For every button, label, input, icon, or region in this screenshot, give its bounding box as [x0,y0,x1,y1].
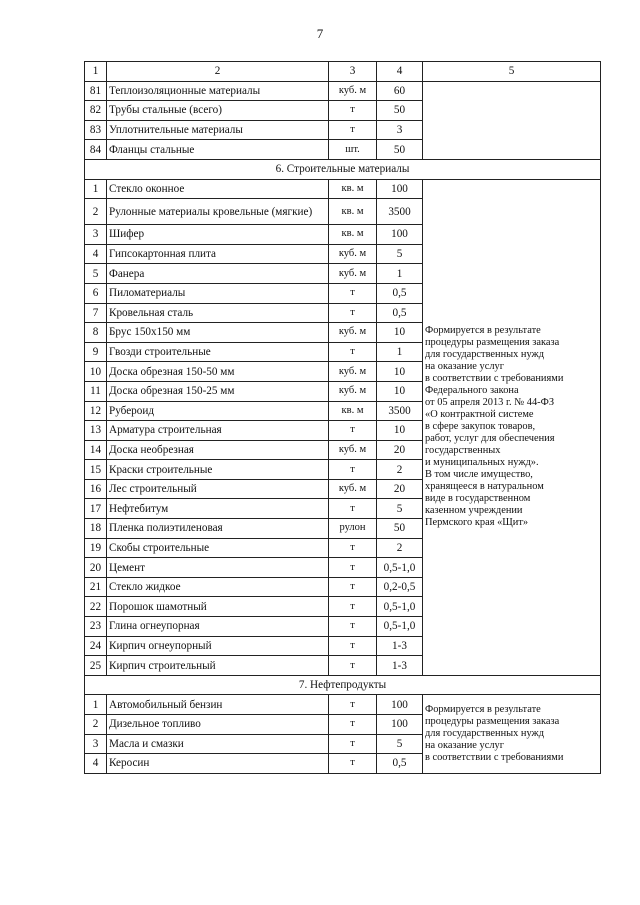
row-unit: т [329,499,377,519]
table-row [85,81,601,101]
row-quantity: 1-3 [377,656,423,676]
header-col-4: 4 [377,62,423,82]
row-number: 16 [85,479,107,499]
row-unit: т [329,656,377,676]
row-quantity: 20 [377,479,423,499]
row-name: Уплотнительные материалы [107,120,329,140]
row-number: 13 [85,421,107,441]
row-quantity: 5 [377,734,423,754]
section-header-row [85,675,601,695]
row-name: Стекло жидкое [107,577,329,597]
row-number: 17 [85,499,107,519]
header-col-2: 2 [107,62,329,82]
section7-note: Формируется в результате процедуры размещения заказа для государственных нужд на оказание услуг в соответствии с требованиями [423,695,601,773]
row-name: Рубероид [107,401,329,421]
row-name: Доска необрезная [107,440,329,460]
row-number: 2 [85,199,107,225]
header-col-1: 1 [85,62,107,82]
header-col-5: 5 [423,62,601,82]
row-quantity: 0,2-0,5 [377,577,423,597]
row-unit: т [329,558,377,578]
row-quantity: 0,5 [377,303,423,323]
materials-table-body [85,62,601,774]
row-unit: кв. м [329,179,377,199]
row-unit: куб. м [329,479,377,499]
row-number: 84 [85,140,107,160]
row-quantity: 10 [377,323,423,343]
row-name: Кровельная сталь [107,303,329,323]
row-unit: т [329,636,377,656]
row-name: Доска обрезная 150-25 мм [107,381,329,401]
row-quantity: 50 [377,140,423,160]
row-unit: куб. м [329,362,377,382]
row-name: Теплоизоляционные материалы [107,81,329,101]
row-name: Кирпич строительный [107,656,329,676]
row-quantity: 10 [377,362,423,382]
row-quantity: 100 [377,225,423,245]
row-number: 3 [85,225,107,245]
row-unit: т [329,715,377,735]
row-quantity: 10 [377,381,423,401]
row-number: 9 [85,342,107,362]
table-row [85,179,601,199]
row-name: Рулонные материалы кровельные (мягкие) [107,199,329,225]
row-name: Пленка полиэтиленовая [107,519,329,539]
row-quantity: 0,5-1,0 [377,597,423,617]
header-row [85,62,601,82]
row-name: Кирпич огнеупорный [107,636,329,656]
row-unit: т [329,421,377,441]
row-unit: куб. м [329,323,377,343]
row-name: Керосин [107,754,329,774]
row-quantity: 0,5-1,0 [377,617,423,637]
row-number: 10 [85,362,107,382]
row-name: Дизельное топливо [107,715,329,735]
page-number: 7 [316,26,324,41]
row-quantity: 3500 [377,199,423,225]
row-name: Фланцы стальные [107,140,329,160]
row-number: 8 [85,323,107,343]
notes-blank [423,81,601,159]
row-quantity: 100 [377,695,423,715]
section6-note: Формируется в результате процедуры размещения заказа для государственных нужд на оказание услуг в соответствии с требованиями Федерального закона от 05 апреля 2013 г. № 44-ФЗ «О контрактной системе в сфере закупок товаров, работ, услуг для обеспечения государственных и муниципальных нужд». В том числе имущество, хранящееся в натуральном виде в государственном казенном учреждении Пермского края «Щит» [423,179,601,675]
row-name: Автомобильный бензин [107,695,329,715]
row-unit: т [329,538,377,558]
row-number: 20 [85,558,107,578]
row-unit: т [329,617,377,637]
row-name: Фанера [107,264,329,284]
row-quantity: 1 [377,264,423,284]
row-unit: т [329,754,377,774]
row-number: 23 [85,617,107,637]
row-quantity: 3500 [377,401,423,421]
row-number: 3 [85,734,107,754]
row-unit: куб. м [329,381,377,401]
row-name: Шифер [107,225,329,245]
section-title: 7. Нефтепродукты [85,675,601,695]
row-quantity: 0,5 [377,754,423,774]
row-number: 1 [85,695,107,715]
row-name: Порошок шамотный [107,597,329,617]
row-unit: куб. м [329,244,377,264]
row-quantity: 100 [377,179,423,199]
row-quantity: 1-3 [377,636,423,656]
row-number: 22 [85,597,107,617]
row-unit: т [329,303,377,323]
row-number: 7 [85,303,107,323]
row-quantity: 10 [377,421,423,441]
row-number: 5 [85,264,107,284]
row-number: 14 [85,440,107,460]
row-name: Трубы стальные (всего) [107,101,329,121]
row-number: 83 [85,120,107,140]
row-quantity: 100 [377,715,423,735]
section-header-row [85,159,601,179]
row-unit: т [329,695,377,715]
row-unit: т [329,577,377,597]
row-number: 12 [85,401,107,421]
row-unit: т [329,460,377,480]
row-name: Скобы строительные [107,538,329,558]
row-quantity: 50 [377,101,423,121]
row-quantity: 2 [377,538,423,558]
row-quantity: 2 [377,460,423,480]
row-quantity: 20 [377,440,423,460]
row-name: Нефтебитум [107,499,329,519]
section-title: 6. Строительные материалы [85,159,601,179]
row-number: 1 [85,179,107,199]
row-number: 4 [85,244,107,264]
row-unit: т [329,597,377,617]
row-name: Брус 150х150 мм [107,323,329,343]
row-name: Доска обрезная 150-50 мм [107,362,329,382]
row-number: 82 [85,101,107,121]
row-quantity: 0,5 [377,283,423,303]
row-number: 15 [85,460,107,480]
row-unit: кв. м [329,401,377,421]
row-number: 18 [85,519,107,539]
row-name: Лес строительный [107,479,329,499]
row-number: 24 [85,636,107,656]
table-row [85,695,601,715]
row-quantity: 60 [377,81,423,101]
row-name: Глина огнеупорная [107,617,329,637]
row-unit: т [329,120,377,140]
row-name: Пиломатериалы [107,283,329,303]
materials-table [84,61,601,774]
row-unit: куб. м [329,81,377,101]
row-number: 11 [85,381,107,401]
row-number: 25 [85,656,107,676]
row-unit: рулон [329,519,377,539]
row-name: Арматура строительная [107,421,329,441]
row-number: 21 [85,577,107,597]
row-number: 2 [85,715,107,735]
row-quantity: 5 [377,499,423,519]
row-name: Гипсокартонная плита [107,244,329,264]
row-unit: куб. м [329,264,377,284]
row-unit: кв. м [329,225,377,245]
row-unit: кв. м [329,199,377,225]
row-unit: т [329,342,377,362]
row-quantity: 0,5-1,0 [377,558,423,578]
header-col-3: 3 [329,62,377,82]
row-number: 4 [85,754,107,774]
row-number: 19 [85,538,107,558]
row-name: Стекло оконное [107,179,329,199]
row-unit: т [329,101,377,121]
row-name: Масла и смазки [107,734,329,754]
row-unit: т [329,283,377,303]
row-name: Краски строительные [107,460,329,480]
row-name: Гвозди строительные [107,342,329,362]
row-unit: шт. [329,140,377,160]
row-number: 6 [85,283,107,303]
row-unit: куб. м [329,440,377,460]
row-unit: т [329,734,377,754]
row-name: Цемент [107,558,329,578]
row-quantity: 1 [377,342,423,362]
row-quantity: 5 [377,244,423,264]
row-number: 81 [85,81,107,101]
row-quantity: 50 [377,519,423,539]
row-quantity: 3 [377,120,423,140]
